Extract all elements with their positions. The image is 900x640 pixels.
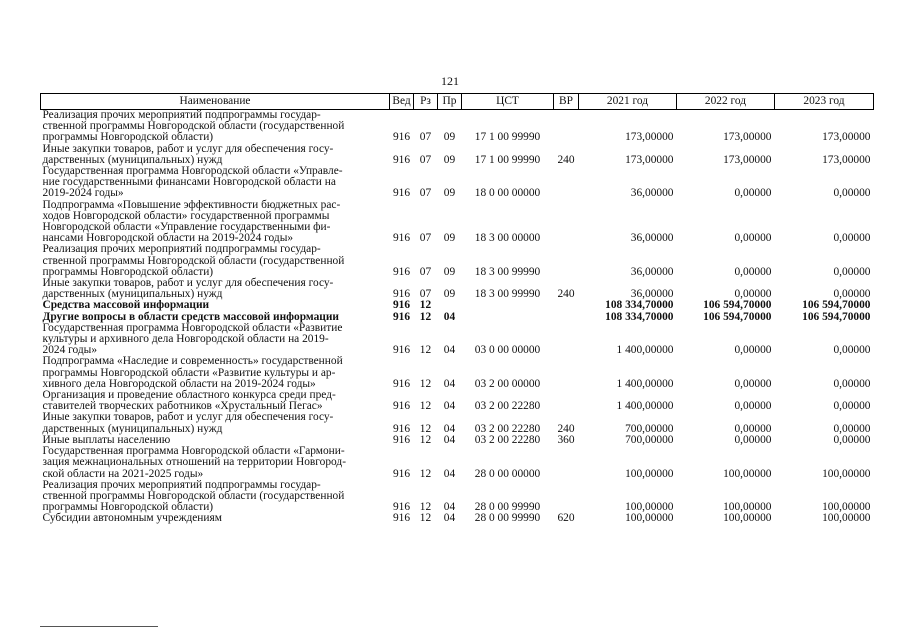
cell-2022: 173,00000: [723, 153, 772, 166]
cell-vr: [554, 166, 579, 200]
cell-rz: 12: [419, 400, 432, 413]
cell-pr: 04: [443, 501, 456, 514]
header-2021: 2021 год: [579, 94, 677, 110]
cell-rz: 07: [419, 187, 432, 200]
cell-rz: 07: [419, 265, 432, 278]
cell-2021: 100,00000: [625, 501, 674, 514]
cell-cst: 18 3 00 99990: [474, 265, 541, 278]
cell-2023: 106 594,70000: [802, 299, 871, 312]
name-line: Реализация прочих мероприятий подпрограммы государ-: [42, 478, 321, 491]
cell-2023: 0,00000: [833, 400, 871, 413]
cell-rz: 12: [419, 310, 432, 323]
table-row: [41, 446, 874, 480]
cell-2023: 100,00000: [822, 512, 871, 525]
table-row: [41, 200, 874, 245]
cell-2021: 36,00000: [630, 265, 674, 278]
cell-pr: 09: [443, 131, 456, 144]
cell-2023: 0,00000: [833, 433, 871, 446]
cell-cst: [462, 312, 554, 323]
cell-pr: 09: [443, 265, 456, 278]
table-row: [41, 412, 874, 434]
cell-pr: 04: [443, 433, 456, 446]
cell-name: [41, 390, 390, 412]
name-line: Государственная программа Новгородской области «Гармони-: [42, 445, 345, 458]
cell-cst: [462, 300, 554, 311]
cell-2022: 173,00000: [723, 131, 772, 144]
cell-name: [41, 278, 390, 300]
cell-name: [41, 166, 390, 200]
name-line: Иные закупки товаров, работ и услуг для обеспечения госу-: [42, 277, 334, 290]
name-line: ской области на 2021-2025 годы»: [42, 467, 204, 480]
name-line: 2019-2024 годы»: [42, 187, 124, 200]
table-row: [41, 513, 874, 524]
cell-name: [41, 200, 390, 245]
name-line: дарственных (муниципальных) нужд: [42, 153, 223, 166]
cell-vr: [554, 390, 579, 412]
cell-2021: 108 334,70000: [605, 299, 674, 312]
table-row: [41, 278, 874, 300]
cell-name: [41, 144, 390, 166]
cell-vr: 620: [557, 512, 575, 525]
name-line: Другие вопросы в области средств массовой информации: [42, 310, 339, 323]
cell-vr: 240: [557, 422, 575, 435]
header-ved: Вед: [390, 94, 414, 110]
cell-2021: 1 400,00000: [616, 344, 674, 357]
cell-name: [41, 480, 390, 514]
cell-cst: 17 1 00 99990: [474, 131, 541, 144]
cell-vr: [554, 480, 579, 514]
budget-table: [40, 93, 874, 525]
cell-name: [41, 513, 390, 524]
cell-2022: 100,00000: [723, 467, 772, 480]
name-line: Организация и проведение областного конкурса среди пред-: [42, 389, 336, 402]
table-row: [41, 480, 874, 514]
cell-rz: 12: [419, 512, 432, 525]
cell-2021: 1 400,00000: [616, 400, 674, 413]
name-line: программы Новгородской области): [42, 131, 214, 144]
cell-cst: 18 3 00 99990: [474, 288, 541, 301]
cell-name: [41, 300, 390, 311]
cell-name: [41, 412, 390, 434]
cell-2021: 36,00000: [630, 288, 674, 301]
cell-2023: 106 594,70000: [802, 310, 871, 323]
name-line: ственной программы Новгородской области (государственной: [42, 254, 345, 267]
cell-2022: 0,00000: [734, 400, 772, 413]
cell-2022: 100,00000: [723, 501, 772, 514]
cell-2023: 0,00000: [833, 344, 871, 357]
cell-2022: 0,00000: [734, 288, 772, 301]
cell-ved: 916: [392, 265, 411, 278]
cell-vr: [554, 244, 579, 278]
cell-cst: 03 2 00 22280: [474, 433, 541, 446]
cell-name: [41, 446, 390, 480]
cell-pr: [438, 300, 462, 311]
cell-rz: 07: [419, 288, 432, 301]
name-line: дарственных (муниципальных) нужд: [42, 422, 223, 435]
cell-ved: 916: [392, 131, 411, 144]
cell-vr: [554, 300, 579, 311]
table-row: [41, 323, 874, 357]
table-row: [41, 144, 874, 166]
name-line: дарственных (муниципальных) нужд: [42, 288, 223, 301]
name-line: ходов Новгородской области» государственной программы: [42, 209, 330, 222]
name-line: ние государственными финансами Новгородской области на: [42, 176, 336, 189]
cell-2023: 0,00000: [833, 187, 871, 200]
cell-cst: 28 0 00 00000: [474, 467, 541, 480]
cell-cst: 17 1 00 99990: [474, 153, 541, 166]
name-line: Средства массовой информации: [42, 299, 210, 312]
cell-2022: 106 594,70000: [703, 299, 772, 312]
cell-ved: 916: [392, 377, 411, 390]
cell-ved: 916: [392, 433, 411, 446]
table-row: [41, 356, 874, 390]
cell-cst: 28 0 00 99990: [474, 501, 541, 514]
cell-ved: 916: [392, 232, 411, 245]
cell-vr: [554, 110, 579, 144]
table-header: [41, 94, 874, 110]
cell-2023: 0,00000: [833, 422, 871, 435]
cell-2021: 100,00000: [625, 512, 674, 525]
cell-ved: 916: [392, 288, 411, 301]
cell-2022: 0,00000: [734, 433, 772, 446]
cell-vr: [554, 446, 579, 480]
header-2023: 2023 год: [775, 94, 874, 110]
cell-cst: 03 2 00 00000: [474, 377, 541, 390]
name-line: Реализация прочих мероприятий подпрограммы государ-: [42, 243, 321, 256]
cell-ved: 916: [392, 400, 411, 413]
cell-2023: 0,00000: [833, 232, 871, 245]
table-row: [41, 390, 874, 412]
cell-name: [41, 244, 390, 278]
cell-rz: 12: [419, 377, 432, 390]
cell-2023: 0,00000: [833, 288, 871, 301]
cell-ved: 916: [392, 299, 411, 312]
cell-2022: 0,00000: [734, 422, 772, 435]
cell-vr: [554, 200, 579, 245]
cell-2023: 173,00000: [822, 131, 871, 144]
name-line: Иные закупки товаров, работ и услуг для обеспечения госу-: [42, 411, 334, 424]
cell-ved: 916: [392, 310, 411, 323]
header-pr: Пр: [438, 94, 462, 110]
cell-2023: 173,00000: [822, 153, 871, 166]
cell-vr: [554, 323, 579, 357]
cell-pr: 04: [443, 467, 456, 480]
cell-2021: 700,00000: [625, 422, 674, 435]
cell-ved: 916: [392, 153, 411, 166]
cell-pr: 09: [443, 153, 456, 166]
footer-rule: [40, 626, 158, 627]
cell-vr: [554, 312, 579, 323]
cell-cst: 03 2 00 22280: [474, 422, 541, 435]
header-2022: 2022 год: [677, 94, 775, 110]
cell-pr: 04: [443, 400, 456, 413]
cell-cst: 03 0 00 00000: [474, 344, 541, 357]
cell-vr: 240: [557, 153, 575, 166]
name-line: культуры и архивного дела Новгородской области на 2019-: [42, 333, 329, 346]
cell-2022: 0,00000: [734, 232, 772, 245]
cell-rz: 12: [419, 344, 432, 357]
name-line: Подпрограмма «Повышение эффективности бюджетных рас-: [42, 198, 341, 211]
cell-2023: 100,00000: [822, 467, 871, 480]
table-row: [41, 166, 874, 200]
cell-2023: 100,00000: [822, 501, 871, 514]
name-line: хивного дела Новгородской области на 2019-2024 годы»: [42, 377, 316, 390]
cell-2022: 0,00000: [734, 377, 772, 390]
cell-ved: 916: [392, 512, 411, 525]
cell-rz: 07: [419, 153, 432, 166]
page-number: 121: [441, 74, 459, 88]
name-line: Реализация прочих мероприятий подпрограммы государ-: [42, 109, 321, 121]
cell-name: [41, 323, 390, 357]
cell-rz: 12: [419, 501, 432, 514]
header-name: Наименование: [41, 94, 390, 110]
name-line: Подпрограмма «Наследие и современность» государственной: [42, 355, 343, 368]
cell-cst: 28 0 00 99990: [474, 512, 541, 525]
table-row: [41, 110, 874, 144]
cell-pr: 09: [443, 288, 456, 301]
cell-2022: 106 594,70000: [703, 310, 772, 323]
cell-cst: 18 0 00 00000: [474, 187, 541, 200]
name-line: нансами Новгородской области на 2019-2024 годы»: [42, 232, 294, 245]
cell-rz: 07: [419, 131, 432, 144]
cell-2023: 0,00000: [833, 265, 871, 278]
cell-pr: 09: [443, 232, 456, 245]
cell-pr: 04: [443, 377, 456, 390]
cell-pr: 04: [443, 512, 456, 525]
cell-2021: 108 334,70000: [605, 310, 674, 323]
name-line: Новгородской области «Управление государственными фи-: [42, 221, 331, 234]
cell-ved: 916: [392, 187, 411, 200]
name-line: ственной программы Новгородской области (государственной: [42, 120, 345, 133]
cell-2021: 173,00000: [625, 153, 674, 166]
cell-2022: 0,00000: [734, 187, 772, 200]
cell-pr: 09: [443, 187, 456, 200]
name-line: Государственная программа Новгородской области «Развитие: [42, 321, 343, 334]
cell-2022: 0,00000: [734, 265, 772, 278]
cell-rz: 12: [419, 467, 432, 480]
cell-2021: 36,00000: [630, 187, 674, 200]
table-row: [41, 300, 874, 311]
name-line: программы Новгородской области): [42, 265, 214, 278]
table-body: [41, 110, 874, 525]
cell-pr: 04: [443, 310, 456, 323]
cell-2021: 36,00000: [630, 232, 674, 245]
cell-cst: 03 2 00 22280: [474, 400, 541, 413]
cell-2022: 0,00000: [734, 344, 772, 357]
cell-2022: 100,00000: [723, 512, 772, 525]
cell-2021: 173,00000: [625, 131, 674, 144]
header-cst: ЦСТ: [462, 94, 554, 110]
table-row: [41, 244, 874, 278]
name-line: зация межнациональных отношений на территории Новгород-: [42, 456, 347, 469]
cell-rz: 12: [419, 433, 432, 446]
cell-vr: 240: [557, 288, 575, 301]
cell-pr: 04: [443, 422, 456, 435]
name-line: ставителей творческих работников «Хрустальный Пегас»: [42, 400, 323, 413]
header-rz: Рз: [414, 94, 438, 110]
cell-ved: 916: [392, 501, 411, 514]
cell-rz: 07: [419, 232, 432, 245]
cell-name: [41, 356, 390, 390]
cell-name: [41, 110, 390, 144]
cell-vr: [554, 356, 579, 390]
cell-rz: 12: [419, 299, 432, 312]
cell-ved: 916: [392, 344, 411, 357]
header-vr: ВР: [554, 94, 579, 110]
cell-2021: 1 400,00000: [616, 377, 674, 390]
cell-ved: 916: [392, 467, 411, 480]
name-line: ственной программы Новгородской области (государственной: [42, 489, 345, 502]
name-line: Субсидии автономным учреждениям: [42, 512, 222, 525]
name-line: программы Новгородской области): [42, 501, 214, 514]
cell-vr: 360: [557, 433, 575, 446]
cell-pr: 04: [443, 344, 456, 357]
name-line: программы Новгородской области «Развитие культуры и ар-: [42, 366, 336, 379]
name-line: Иные закупки товаров, работ и услуг для обеспечения госу-: [42, 142, 334, 155]
name-line: Иные выплаты населению: [42, 433, 171, 446]
cell-2021: 700,00000: [625, 433, 674, 446]
cell-2023: 0,00000: [833, 377, 871, 390]
cell-rz: 12: [419, 422, 432, 435]
name-line: Государственная программа Новгородской области «Управле-: [42, 165, 343, 178]
name-line: 2024 годы»: [42, 344, 98, 357]
cell-2021: 100,00000: [625, 467, 674, 480]
cell-cst: 18 3 00 00000: [474, 232, 541, 245]
cell-ved: 916: [392, 422, 411, 435]
